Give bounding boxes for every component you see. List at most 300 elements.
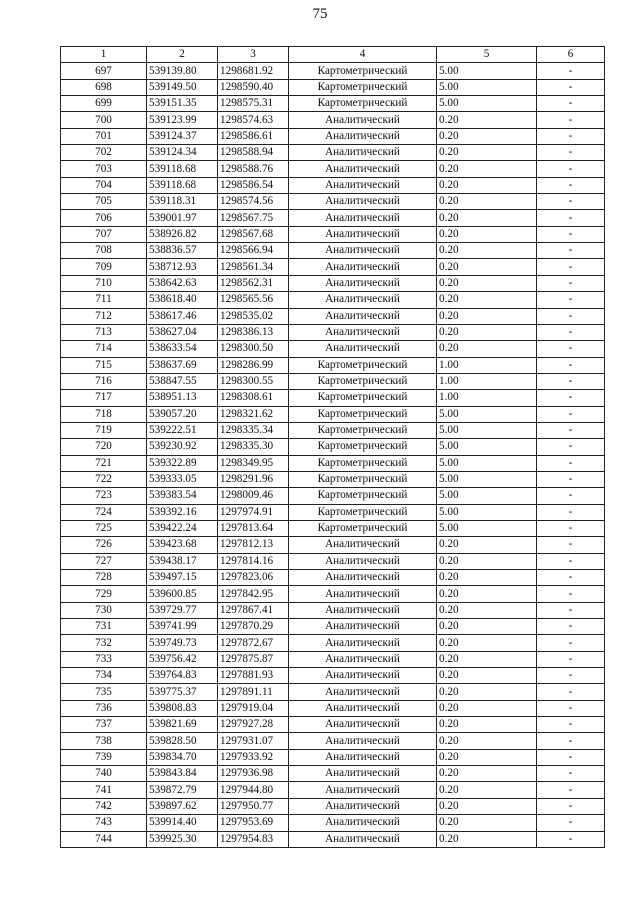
accuracy-cell: 0.20 [437, 766, 537, 782]
table-row [61, 766, 605, 782]
y-coordinate-cell: 1298291.96 [218, 471, 289, 487]
x-coordinate-cell: 539729.77 [147, 602, 218, 618]
table-row [61, 684, 605, 700]
note-cell: - [537, 553, 605, 569]
y-coordinate-cell: 1297944.80 [218, 782, 289, 798]
method-cell: Аналитический [289, 275, 437, 291]
note-cell: - [537, 63, 605, 79]
point-number-cell: 720 [61, 439, 147, 455]
x-coordinate-cell: 539843.84 [147, 766, 218, 782]
point-number-cell: 697 [61, 63, 147, 79]
note-cell: - [537, 357, 605, 373]
method-cell: Аналитический [289, 128, 437, 144]
y-coordinate-cell: 1298300.55 [218, 373, 289, 389]
table-row [61, 471, 605, 487]
x-coordinate-cell: 539149.50 [147, 79, 218, 95]
table-row [61, 700, 605, 716]
x-coordinate-cell: 539423.68 [147, 537, 218, 553]
y-coordinate-cell: 1297872.67 [218, 635, 289, 651]
y-coordinate-cell: 1298321.62 [218, 406, 289, 422]
x-coordinate-cell: 538618.40 [147, 292, 218, 308]
y-coordinate-cell: 1297812.13 [218, 537, 289, 553]
table-row [61, 733, 605, 749]
accuracy-cell: 5.00 [437, 471, 537, 487]
table-row [61, 537, 605, 553]
x-coordinate-cell: 539808.83 [147, 700, 218, 716]
method-cell: Аналитический [289, 243, 437, 259]
point-number-cell: 728 [61, 570, 147, 586]
method-cell: Аналитический [289, 586, 437, 602]
method-cell: Аналитический [289, 226, 437, 242]
x-coordinate-cell: 539124.37 [147, 128, 218, 144]
accuracy-cell: 5.00 [437, 63, 537, 79]
table-row [61, 651, 605, 667]
y-coordinate-cell: 1297891.11 [218, 684, 289, 700]
accuracy-cell: 1.00 [437, 373, 537, 389]
point-number-cell: 716 [61, 373, 147, 389]
table-row [61, 177, 605, 193]
column-header: 6 [537, 47, 605, 63]
x-coordinate-cell: 539438.17 [147, 553, 218, 569]
accuracy-cell: 0.20 [437, 112, 537, 128]
accuracy-cell: 0.20 [437, 602, 537, 618]
point-number-cell: 743 [61, 815, 147, 831]
accuracy-cell: 5.00 [437, 96, 537, 112]
method-cell: Аналитический [289, 651, 437, 667]
method-cell: Аналитический [289, 635, 437, 651]
y-coordinate-cell: 1298566.94 [218, 243, 289, 259]
y-coordinate-cell: 1298535.02 [218, 308, 289, 324]
y-coordinate-cell: 1297954.83 [218, 831, 289, 847]
x-coordinate-cell: 539139.80 [147, 63, 218, 79]
point-number-cell: 731 [61, 619, 147, 635]
method-cell: Картометрический [289, 471, 437, 487]
accuracy-cell: 5.00 [437, 422, 537, 438]
table-row [61, 422, 605, 438]
note-cell: - [537, 259, 605, 275]
point-number-cell: 700 [61, 112, 147, 128]
x-coordinate-cell: 539230.92 [147, 439, 218, 455]
y-coordinate-cell: 1298575.31 [218, 96, 289, 112]
accuracy-cell: 0.20 [437, 341, 537, 357]
point-number-cell: 737 [61, 717, 147, 733]
point-number-cell: 735 [61, 684, 147, 700]
table-row [61, 275, 605, 291]
x-coordinate-cell: 539383.54 [147, 488, 218, 504]
y-coordinate-cell: 1298009.46 [218, 488, 289, 504]
note-cell: - [537, 210, 605, 226]
y-coordinate-cell: 1297933.92 [218, 749, 289, 765]
note-cell: - [537, 226, 605, 242]
accuracy-cell: 0.20 [437, 749, 537, 765]
column-header: 5 [437, 47, 537, 63]
table-body [61, 63, 605, 848]
note-cell: - [537, 766, 605, 782]
x-coordinate-cell: 539600.85 [147, 586, 218, 602]
note-cell: - [537, 782, 605, 798]
note-cell: - [537, 177, 605, 193]
y-coordinate-cell: 1298567.68 [218, 226, 289, 242]
method-cell: Аналитический [289, 815, 437, 831]
accuracy-cell: 0.20 [437, 570, 537, 586]
method-cell: Аналитический [289, 602, 437, 618]
y-coordinate-cell: 1297927.28 [218, 717, 289, 733]
method-cell: Аналитический [289, 308, 437, 324]
method-cell: Картометрический [289, 520, 437, 536]
accuracy-cell: 0.20 [437, 292, 537, 308]
point-number-cell: 734 [61, 668, 147, 684]
x-coordinate-cell: 539741.99 [147, 619, 218, 635]
accuracy-cell: 0.20 [437, 177, 537, 193]
y-coordinate-cell: 1297950.77 [218, 798, 289, 814]
accuracy-cell: 0.20 [437, 161, 537, 177]
point-number-cell: 732 [61, 635, 147, 651]
x-coordinate-cell: 538633.54 [147, 341, 218, 357]
table-row [61, 324, 605, 340]
x-coordinate-cell: 539775.37 [147, 684, 218, 700]
page-number: 75 [312, 6, 328, 22]
y-coordinate-cell: 1298300.50 [218, 341, 289, 357]
accuracy-cell: 0.20 [437, 782, 537, 798]
table-row [61, 504, 605, 520]
header-row [61, 47, 605, 63]
x-coordinate-cell: 538627.04 [147, 324, 218, 340]
point-number-cell: 718 [61, 406, 147, 422]
note-cell: - [537, 831, 605, 847]
accuracy-cell: 0.20 [437, 210, 537, 226]
accuracy-cell: 0.20 [437, 259, 537, 275]
accuracy-cell: 0.20 [437, 651, 537, 667]
note-cell: - [537, 422, 605, 438]
accuracy-cell: 0.20 [437, 815, 537, 831]
y-coordinate-cell: 1297953.69 [218, 815, 289, 831]
table-row [61, 749, 605, 765]
y-coordinate-cell: 1297842.95 [218, 586, 289, 602]
method-cell: Аналитический [289, 210, 437, 226]
table-row [61, 79, 605, 95]
note-cell: - [537, 586, 605, 602]
accuracy-cell: 0.20 [437, 619, 537, 635]
method-cell: Аналитический [289, 733, 437, 749]
accuracy-cell: 5.00 [437, 504, 537, 520]
method-cell: Аналитический [289, 177, 437, 193]
x-coordinate-cell: 539222.51 [147, 422, 218, 438]
y-coordinate-cell: 1297814.16 [218, 553, 289, 569]
accuracy-cell: 0.20 [437, 684, 537, 700]
y-coordinate-cell: 1298308.61 [218, 390, 289, 406]
table-row [61, 308, 605, 324]
column-header: 1 [61, 47, 147, 63]
method-cell: Аналитический [289, 341, 437, 357]
point-number-cell: 717 [61, 390, 147, 406]
note-cell: - [537, 570, 605, 586]
y-coordinate-cell: 1298590.40 [218, 79, 289, 95]
x-coordinate-cell: 539749.73 [147, 635, 218, 651]
y-coordinate-cell: 1298349.95 [218, 455, 289, 471]
accuracy-cell: 0.20 [437, 194, 537, 210]
method-cell: Аналитический [289, 749, 437, 765]
table-row [61, 782, 605, 798]
table-row [61, 455, 605, 471]
point-number-cell: 698 [61, 79, 147, 95]
table-row [61, 717, 605, 733]
method-cell: Аналитический [289, 619, 437, 635]
y-coordinate-cell: 1298574.56 [218, 194, 289, 210]
x-coordinate-cell: 538951.13 [147, 390, 218, 406]
x-coordinate-cell: 539422.24 [147, 520, 218, 536]
method-cell: Аналитический [289, 537, 437, 553]
accuracy-cell: 0.20 [437, 145, 537, 161]
accuracy-cell: 0.20 [437, 586, 537, 602]
coordinates-table [60, 46, 605, 848]
accuracy-cell: 0.20 [437, 243, 537, 259]
method-cell: Аналитический [289, 782, 437, 798]
x-coordinate-cell: 539392.16 [147, 504, 218, 520]
y-coordinate-cell: 1297919.04 [218, 700, 289, 716]
y-coordinate-cell: 1297875.87 [218, 651, 289, 667]
point-number-cell: 715 [61, 357, 147, 373]
table-row [61, 112, 605, 128]
point-number-cell: 742 [61, 798, 147, 814]
table-row [61, 226, 605, 242]
x-coordinate-cell: 539333.05 [147, 471, 218, 487]
method-cell: Картометрический [289, 63, 437, 79]
point-number-cell: 719 [61, 422, 147, 438]
accuracy-cell: 5.00 [437, 79, 537, 95]
accuracy-cell: 0.20 [437, 700, 537, 716]
table-row [61, 619, 605, 635]
y-coordinate-cell: 1298588.76 [218, 161, 289, 177]
accuracy-cell: 0.20 [437, 798, 537, 814]
table-row [61, 635, 605, 651]
method-cell: Аналитический [289, 161, 437, 177]
x-coordinate-cell: 539322.89 [147, 455, 218, 471]
accuracy-cell: 5.00 [437, 488, 537, 504]
note-cell: - [537, 537, 605, 553]
x-coordinate-cell: 539118.68 [147, 177, 218, 193]
y-coordinate-cell: 1298565.56 [218, 292, 289, 308]
point-number-cell: 738 [61, 733, 147, 749]
x-coordinate-cell: 539828.50 [147, 733, 218, 749]
table-row [61, 488, 605, 504]
point-number-cell: 705 [61, 194, 147, 210]
accuracy-cell: 0.20 [437, 128, 537, 144]
accuracy-cell: 0.20 [437, 226, 537, 242]
table-row [61, 602, 605, 618]
method-cell: Картометрический [289, 455, 437, 471]
accuracy-cell: 0.20 [437, 553, 537, 569]
y-coordinate-cell: 1298681.92 [218, 63, 289, 79]
method-cell: Картометрический [289, 504, 437, 520]
x-coordinate-cell: 539124.34 [147, 145, 218, 161]
column-header: 4 [289, 47, 437, 63]
table-row [61, 341, 605, 357]
point-number-cell: 706 [61, 210, 147, 226]
x-coordinate-cell: 539497.15 [147, 570, 218, 586]
table-row [61, 831, 605, 847]
method-cell: Картометрический [289, 390, 437, 406]
table-row [61, 798, 605, 814]
table-row [61, 194, 605, 210]
point-number-cell: 711 [61, 292, 147, 308]
y-coordinate-cell: 1297931.07 [218, 733, 289, 749]
method-cell: Аналитический [289, 798, 437, 814]
x-coordinate-cell: 539872.79 [147, 782, 218, 798]
x-coordinate-cell: 539897.62 [147, 798, 218, 814]
point-number-cell: 741 [61, 782, 147, 798]
table-row [61, 292, 605, 308]
accuracy-cell: 0.20 [437, 308, 537, 324]
x-coordinate-cell: 539821.69 [147, 717, 218, 733]
y-coordinate-cell: 1297936.98 [218, 766, 289, 782]
table-row [61, 390, 605, 406]
x-coordinate-cell: 538847.55 [147, 373, 218, 389]
accuracy-cell: 0.20 [437, 537, 537, 553]
accuracy-cell: 1.00 [437, 357, 537, 373]
point-number-cell: 713 [61, 324, 147, 340]
accuracy-cell: 5.00 [437, 455, 537, 471]
method-cell: Аналитический [289, 145, 437, 161]
note-cell: - [537, 455, 605, 471]
note-cell: - [537, 668, 605, 684]
point-number-cell: 699 [61, 96, 147, 112]
accuracy-cell: 5.00 [437, 520, 537, 536]
x-coordinate-cell: 539151.35 [147, 96, 218, 112]
point-number-cell: 730 [61, 602, 147, 618]
point-number-cell: 736 [61, 700, 147, 716]
note-cell: - [537, 471, 605, 487]
point-number-cell: 726 [61, 537, 147, 553]
x-coordinate-cell: 539118.68 [147, 161, 218, 177]
note-cell: - [537, 341, 605, 357]
table-row [61, 406, 605, 422]
note-cell: - [537, 700, 605, 716]
y-coordinate-cell: 1298574.63 [218, 112, 289, 128]
table-row [61, 373, 605, 389]
y-coordinate-cell: 1298586.54 [218, 177, 289, 193]
x-coordinate-cell: 538836.57 [147, 243, 218, 259]
note-cell: - [537, 406, 605, 422]
table-row [61, 128, 605, 144]
note-cell: - [537, 194, 605, 210]
note-cell: - [537, 112, 605, 128]
accuracy-cell: 0.20 [437, 275, 537, 291]
method-cell: Картометрический [289, 79, 437, 95]
point-number-cell: 740 [61, 766, 147, 782]
table-row [61, 210, 605, 226]
method-cell: Аналитический [289, 194, 437, 210]
note-cell: - [537, 684, 605, 700]
y-coordinate-cell: 1298335.34 [218, 422, 289, 438]
point-number-cell: 727 [61, 553, 147, 569]
note-cell: - [537, 390, 605, 406]
note-cell: - [537, 243, 605, 259]
point-number-cell: 729 [61, 586, 147, 602]
accuracy-cell: 0.20 [437, 324, 537, 340]
note-cell: - [537, 651, 605, 667]
accuracy-cell: 0.20 [437, 635, 537, 651]
x-coordinate-cell: 539764.83 [147, 668, 218, 684]
accuracy-cell: 0.20 [437, 733, 537, 749]
y-coordinate-cell: 1297870.29 [218, 619, 289, 635]
note-cell: - [537, 439, 605, 455]
y-coordinate-cell: 1298562.31 [218, 275, 289, 291]
point-number-cell: 744 [61, 831, 147, 847]
point-number-cell: 707 [61, 226, 147, 242]
note-cell: - [537, 520, 605, 536]
y-coordinate-cell: 1297813.64 [218, 520, 289, 536]
table-row [61, 586, 605, 602]
method-cell: Картометрический [289, 357, 437, 373]
note-cell: - [537, 373, 605, 389]
method-cell: Аналитический [289, 717, 437, 733]
method-cell: Аналитический [289, 292, 437, 308]
y-coordinate-cell: 1298335.30 [218, 439, 289, 455]
method-cell: Картометрический [289, 406, 437, 422]
table-row [61, 63, 605, 79]
point-number-cell: 710 [61, 275, 147, 291]
note-cell: - [537, 96, 605, 112]
table-row [61, 668, 605, 684]
x-coordinate-cell: 539925.30 [147, 831, 218, 847]
accuracy-cell: 0.20 [437, 668, 537, 684]
method-cell: Аналитический [289, 684, 437, 700]
note-cell: - [537, 79, 605, 95]
method-cell: Аналитический [289, 112, 437, 128]
point-number-cell: 724 [61, 504, 147, 520]
note-cell: - [537, 145, 605, 161]
x-coordinate-cell: 538617.46 [147, 308, 218, 324]
accuracy-cell: 5.00 [437, 406, 537, 422]
note-cell: - [537, 749, 605, 765]
note-cell: - [537, 324, 605, 340]
x-coordinate-cell: 539914.40 [147, 815, 218, 831]
note-cell: - [537, 504, 605, 520]
method-cell: Аналитический [289, 553, 437, 569]
accuracy-cell: 5.00 [437, 439, 537, 455]
method-cell: Аналитический [289, 831, 437, 847]
point-number-cell: 708 [61, 243, 147, 259]
note-cell: - [537, 619, 605, 635]
point-number-cell: 702 [61, 145, 147, 161]
x-coordinate-cell: 539834.70 [147, 749, 218, 765]
note-cell: - [537, 292, 605, 308]
method-cell: Картометрический [289, 439, 437, 455]
accuracy-cell: 0.20 [437, 717, 537, 733]
note-cell: - [537, 733, 605, 749]
x-coordinate-cell: 539756.42 [147, 651, 218, 667]
y-coordinate-cell: 1298586.61 [218, 128, 289, 144]
table-row [61, 243, 605, 259]
note-cell: - [537, 161, 605, 177]
note-cell: - [537, 635, 605, 651]
point-number-cell: 722 [61, 471, 147, 487]
table-row [61, 96, 605, 112]
y-coordinate-cell: 1298386.13 [218, 324, 289, 340]
accuracy-cell: 1.00 [437, 390, 537, 406]
table-row [61, 357, 605, 373]
method-cell: Аналитический [289, 766, 437, 782]
point-number-cell: 709 [61, 259, 147, 275]
x-coordinate-cell: 539057.20 [147, 406, 218, 422]
y-coordinate-cell: 1298588.94 [218, 145, 289, 161]
point-number-cell: 703 [61, 161, 147, 177]
table-row [61, 570, 605, 586]
method-cell: Картометрический [289, 96, 437, 112]
point-number-cell: 714 [61, 341, 147, 357]
point-number-cell: 725 [61, 520, 147, 536]
y-coordinate-cell: 1298561.34 [218, 259, 289, 275]
